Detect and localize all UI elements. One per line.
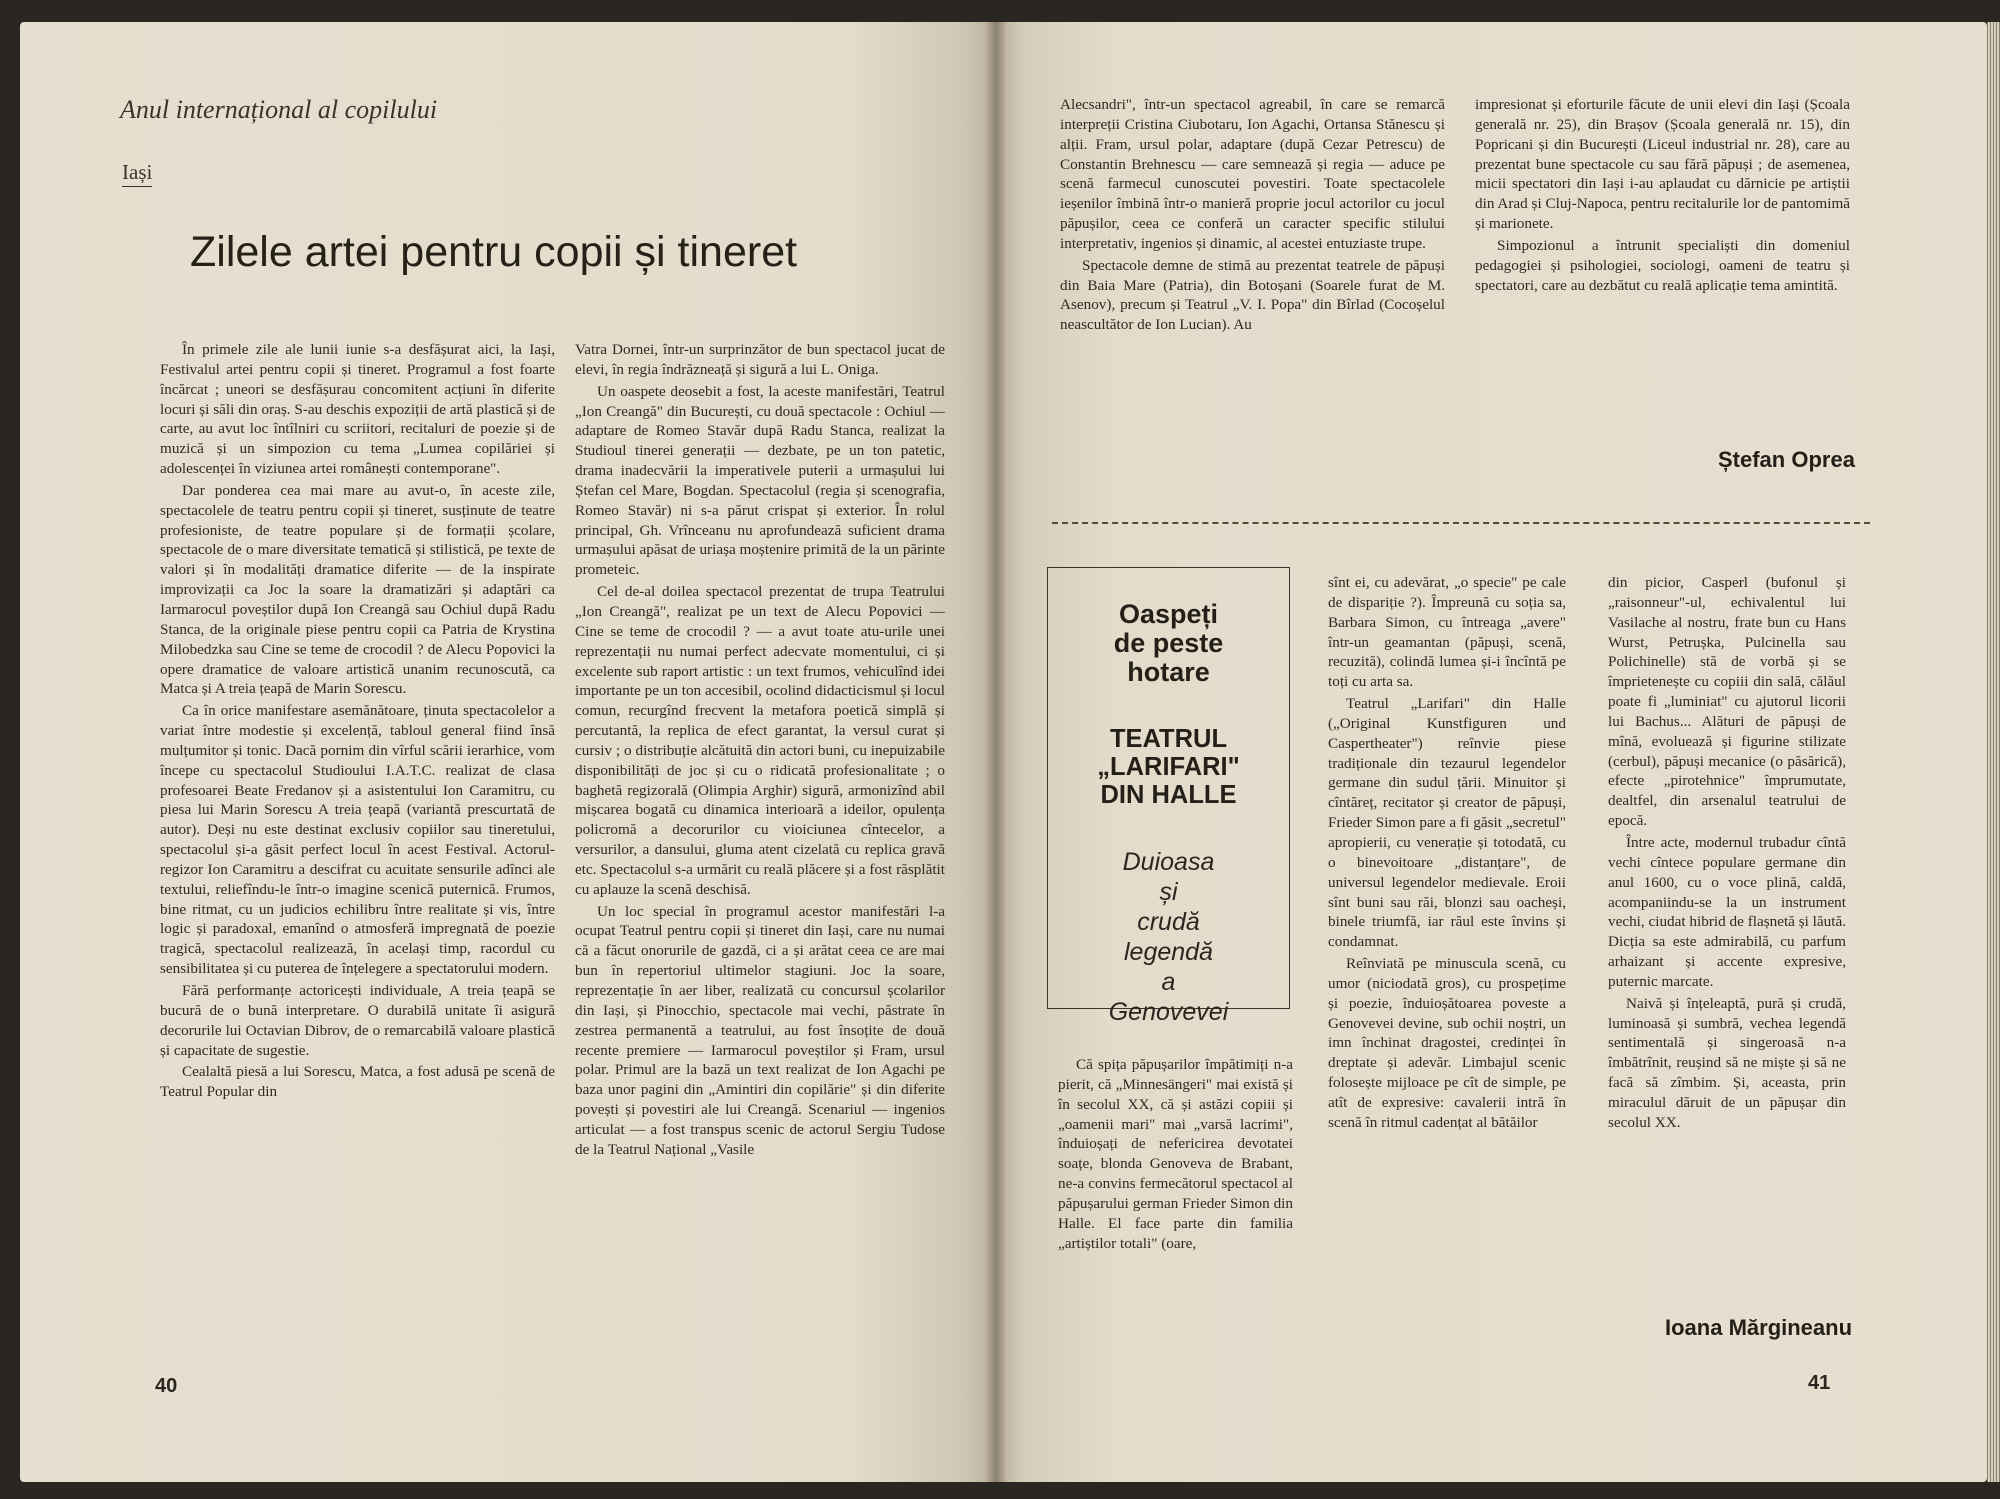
feature-title-box (1047, 567, 1290, 1026)
right-column-2 (1475, 95, 1850, 295)
city-label: Iași (122, 160, 152, 187)
paragraph: Naivă și înțeleaptă, pură și crudă, luminoasă și sumbră, vechea legendă sentimentală și singeroasă n-a îmbătrînit, reușind să ne miște și să ne facă să zîmbim. Și, aceasta, prin miraculul dăruit de un păpușar din secolul XX. (1608, 994, 1846, 1131)
left-column-2 (575, 340, 945, 1160)
paragraph: Cel de-al doilea spectacol prezentat de trupa Teatrului „Ion Creangă", realizat pe un text de Alecu Popovici — Cine se teme de crocodil ? — a avut toate atu-urile unei reprezentații nu numai perfect adecvate momentului, ci și excelente sub raport artistic : un text frumos, vehiculînd idei importante pe un ton accesibil, ocolind didacticismul și locul comun, recurgînd frecvent la metafora poetică simplă și percutantă, la replica de efect garantat, la versul curat și cursiv ; o distribuție alcătuită din actori buni, cu inepuizabile disponibilități de joc și cu o ridicată profesionalitate ; o baghetă regizorală (Olimpia Arghir) sigură, armonizînd abil mișcarea bogată cu dinamica interioară a ideilor, opulența policromă a decorurilor cu vioiciunea cîntecelor, a versurilor, a dansului, gluma atent cizelată cu replica gravă etc. Spectacolul s-a urmărit cu reală plăcere și a fost răsplătit cu aplauze la scenă deschisă. (575, 583, 945, 898)
paragraph: Simpozionul a întrunit specialiști din domeniul pedagogiei și psihologiei, sociologi, oameni de teatru și spectatori, care au dezbătut cu reală aplicație tema amintită. (1475, 236, 1850, 294)
paragraph: Ca în orice manifestare asemănătoare, ținuta spectacolelor a variat între modestie și excelență, tabloul general fiind însă mulțumitor și tonic. Dacă pornim din vîrful scării ierarhice, vom începe cu spectacolul Studioului I.A.T.C. realizat de clasa profesoarei Beate Fredanov și a asistentului Ion Caramitru, cu piesa lui Marin Sorescu A treia țeapă (variantă prescurtată de autor). Deși nu este destinat exclusiv copiilor sau tineretului, spectacolul și-a găsit perfect locul în acest Festival. Actorul-regizor Ion Caramitru a descifrat cu acuitate sensurile adînci ale textului, reliefîndu-le într-o imagine scenică puternică. Frumos, bine ritmat, cu un judicios echilibru între realitate și vis, între logic și paradoxal, emanînd o atmosferă impregnată de poezie tragică, spectacolul realizează, în același timp, racordul cu sensibilitatea și cu puterea de înțelegere a spectatorului modern. (160, 702, 555, 978)
section-title: Anul internațional al copilului (120, 95, 438, 124)
page-number-right: 41 (1808, 1372, 1831, 1394)
paragraph: impresionat și eforturile făcute de unii elevi din Iași (Școala generală nr. 25), din Brașov (Școala generală nr. 15), din Popricani și din București (Liceul industrial nr. 28), care au prezentat bune spectacole cu sau fără păpuși ; de asemenea, micii spectatori din Iași i-au aplaudat cu dărnicie pe artiștii din Arad și Cluj-Napoca, pentru recitalurile lor de pantomimă și marionete. (1475, 96, 1850, 233)
box-theatre-name: TEATRUL „LARIFARI" DIN HALLE (1097, 725, 1240, 809)
paragraph: Alecsandri", într-un spectacol agreabil, în care se remarcă interpreții Cristina Ciubotaru, Ion Agachi, Ortansa Stănescu și alții. Fram, ursul polar, adaptare (după Cezar Petrescu) de Constantin Brehnescu — care semnează și regia — aduce pe scenă farmecul cunoscutei povestiri. Toate spectacolele ieșenilor îmbină într-o manieră proprie jocul actorilor cu jocul păpușilor, ceea ce conferă un caracter specific stilului interpretativ, ingenios și dinamic, al acestei entuziaste trupe. (1060, 96, 1445, 252)
paragraph: Reînviată pe minuscula scenă, cu umor (niciodată gros), cu prospețime și poezie, înduioșătoarea poveste a Genovevei devine, sub ochii noștri, un imn închinat dragostei, credinței în dreptate și adevăr. Limbajul scenic folosește mijloace pe cît de simple, pe atît de expresive: cavalerii intră în scenă în ritmul cadențat al bătăilor (1328, 955, 1566, 1131)
paragraph: din picior, Casperl (bufonul și „raisonneur"-ul, echivalentul lui Vasilache al nostru, frate bun cu Hans Wurst, Petrușka, Pulcinella sau Polichinelle) stă de vorbă și se împrietenește cu copiii din sală, călăul poate fi „luminiat" cu ajutorul licorii lui Bachus... Alături de păpuși de mînă, evoluează și figurine stilizate (cerbul), păpuși mecanice (o păsărică), efecte „pirotehnice" împrumutate, dealtfel, din arsenalul teatrului de epocă. (1608, 574, 1846, 830)
lower-column-2 (1328, 573, 1566, 1133)
article-headline: Zilele artei pentru copii și tineret (190, 228, 798, 276)
paragraph: În primele zile ale lunii iunie s-a desfășurat aici, la Iași, Festivalul artei pentru copii și tineret. Programul a fost foarte încărcat ; uneori se desfășurau concomitent acțiuni în diferite locuri și săli din oraș. S-au deschis expoziții de artă plastică și de carte, au avut loc întîlniri cu scriitori, recitaluri de poezie și de muzică și un simpozion cu tema „Lumea copilăriei și adolescenței în viziunea artei românești contemporane". (160, 341, 555, 478)
author-signature-oprea: Ștefan Oprea (1718, 447, 1855, 472)
right-column-1 (1060, 95, 1445, 335)
paragraph: Teatrul „Larifari" din Halle („Original Kunstfiguren und Caspertheater") reînvie piese tradiționale din tezaurul legendelor germane din sudul țării. Minuitor și cîntăreț, recitator și creator de păpuși, Frieder Simon pare a fi găsit „secretul" apropierii, cu venerație și totodată, cu o binevoitoare „distanțare", de universul legendelor medievale. Eroii sînt buni sau răi, blonzi sau oacheși, binele triumfă, iar răul este învins și condamnat. (1328, 695, 1566, 951)
paragraph: Cealaltă piesă a lui Sorescu, Matca, a fost adusă pe scenă de Teatrul Popular din (160, 1063, 555, 1101)
book-gutter (985, 22, 1007, 1482)
paragraph: Că spița păpușarilor împătimiți n-a pierit, că „Minnesängeri" mai există și în secolul XX, că și astăzi copiii și „oamenii mari" mai „varsă lacrimi", înduioșați de nefericirea devotatei soațe, blonda Genoveva de Brabant, ne-a convins fermecătorul spectacol al păpușarului german Frieder Simon din Halle. El face parte din familia „artiștilor totali" (oare, (1058, 1056, 1293, 1252)
paragraph: Fără performanțe actoricești individuale, A treia țeapă se bucură de o bună interpretare. O durabilă unitate îi asigură decorurile lui Octavian Dibrov, de o remarcabilă valoare plastică și capacitate de sugestie. (160, 982, 555, 1059)
lower-column-1 (1058, 1055, 1293, 1253)
paragraph: Între acte, modernul trubadur cîntă vechi cîntece populare germane din anul 1600, cu o voce plină, caldă, acompaniindu-se la un instrument vechi, ciudat hibrid de flașnetă și lăută. Dicția sa este admirabilă, cu parfum arhaizant și accente expresive, puternic marcate. (1608, 833, 1846, 990)
box-heading: Oaspeți de peste hotare (1113, 599, 1224, 687)
paragraph: Vatra Dornei, într-un surprinzător de bun spectacol jucat de elevi, în regia îndrăzneață și sigură a lui L. Oniga. (575, 341, 945, 378)
page-number-left: 40 (155, 1375, 178, 1397)
paragraph: Dar ponderea cea mai mare au avut-o, în aceste zile, spectacolele de teatru pentru copii și tineret, susținute de teatre profesioniste, de teatre populare și de formații școlare, spectacole de o mare diversitate tematică și stilistică, pe texte de valori și în modalități dramatice diferite — de la inspirate improvizații ca Joc la soare la dramatizări și adaptări ca Iarmarocul poveștilor după Ion Creangă sau Ochiul după Radu Stanca, de la originale piese pentru copii ca Patria de Krystina Milobedzka sau Cine se teme de crocodil ? de Alecu Popovici la opere dramatice de valoare artistică unanim recunoscută, ca Matca și A treia țeapă de Marin Sorescu. (160, 481, 555, 698)
lower-column-3 (1608, 573, 1846, 1133)
paragraph: Un oaspete deosebit a fost, la aceste manifestări, Teatrul „Ion Creangă" din București, cu două spectacole : Ochiul — adaptare de Romeo Stavăr după Radu Stanca, realizat la Studioul tinerei generații — dezbate, pe un ton patetic, drama inadecvării la imperativele puterii a urmașului lui Ștefan cel Mare, Bogdan. Spectacolul (regia și scenografia, Romeo Stavăr) ni s-a părut crispat și exterior. În rolul principal, Gh. Vrînceanu nu aprofundează suficient drama urmașului apăsat de uriașa moștenire primită de la un părinte prometeic. (575, 382, 945, 579)
author-signature-margineanu: Ioana Mărgineanu (1665, 1315, 1853, 1340)
box-play-title: Duioasa și crudă legendă a Genovevei (1108, 848, 1229, 1026)
section-divider (1052, 522, 1870, 524)
paragraph: sînt ei, cu adevărat, „o specie" pe cale de dispariție ?). Împreună cu soția sa, Barbara Simon, cu întreaga „avere" într-un geamantan (păpuși, scenă, recuzită), colindă lumea și-i încîntă pe toți cu arta sa. (1328, 574, 1566, 691)
page-edge (1987, 22, 2000, 1482)
left-column-1 (160, 340, 555, 1102)
paragraph: Un loc special în programul acestor manifestări l-a ocupat Teatrul pentru copii și tineret din Iași, care nu numai că a făcut onorurile de gazdă, ci a și arătat ceea ce are mai bun în repertoriul ultimelor stagiuni. Joc la soare, reprezentație în aer liber, realizată cu concursul școlarilor din Iași, și Pinocchio, spectacole mai vechi, păstrate în zestrea permanentă a teatrului, au fost însoțite de două recente premiere — Iarmarocul poveștilor și Fram, ursul polar. Primul are la bază un text realizat de Ion Agachi pe baza unor pagini din „Amintiri din copilărie" și din diferite povești și povestiri ale lui Creangă. Scenariul — ingenios articulat — a fost transpus scenic de actorul Sergiu Tudose de la Teatrul Național „Vasile (575, 902, 945, 1158)
paragraph: Spectacole demne de stimă au prezentat teatrele de păpuși din Baia Mare (Patria), din Botoșani (Soarele furat de M. Asenov), precum și Teatrul „V. I. Popa" din Bîrlad (Cocoșelul neascultător de Ion Lucian). Au (1060, 256, 1445, 334)
